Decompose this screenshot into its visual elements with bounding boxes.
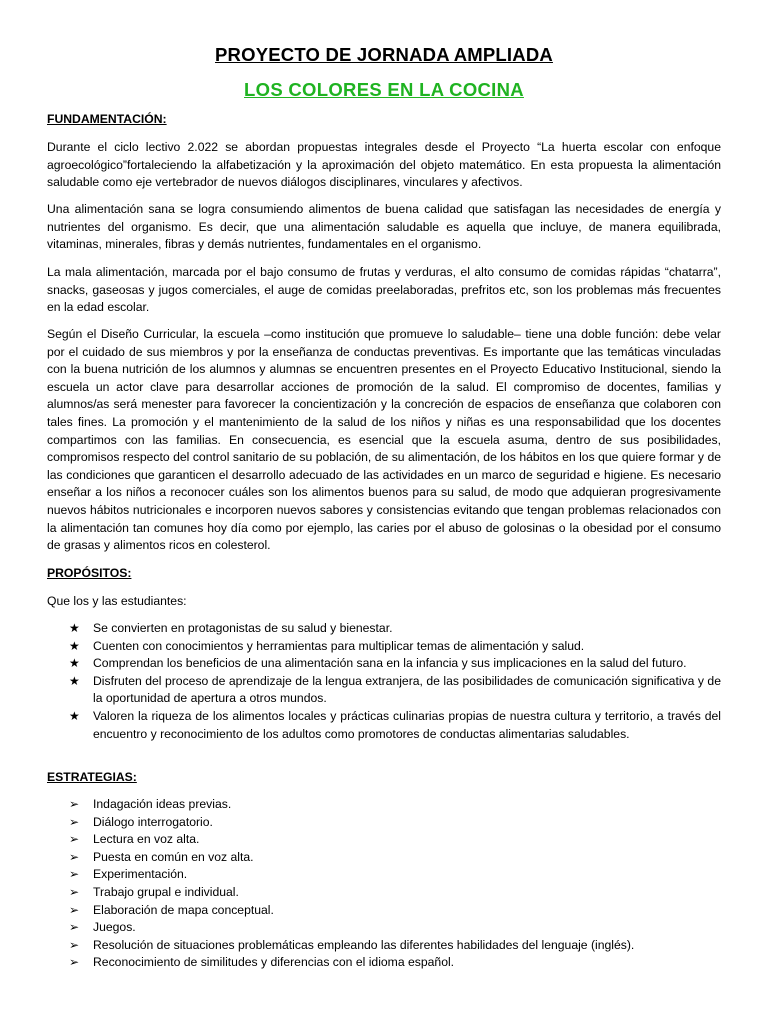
arrow-bullet-icon: ➢ — [69, 920, 80, 935]
list-item: ➢ Experimentación. — [47, 866, 721, 884]
list-item: ★ Comprendan los beneficios de una alimentación sana en la infancia y sus implicaciones en la salud del futuro. — [47, 655, 721, 673]
estrategias-heading: ESTRATEGIAS: — [47, 770, 137, 784]
arrow-bullet-icon: ➢ — [69, 832, 80, 847]
list-item: ➢ Resolución de situaciones problemáticas empleando las diferentes habilidades del lenguaje (inglés). — [47, 937, 721, 955]
arrow-bullet-icon: ➢ — [69, 814, 80, 829]
document-subtitle: LOS COLORES EN LA COCINA — [244, 79, 524, 100]
fundamentacion-heading: FUNDAMENTACIÓN: — [47, 112, 167, 126]
arrow-bullet-icon: ➢ — [69, 797, 80, 811]
list-item: ➢ Elaboración de mapa conceptual. — [47, 902, 721, 920]
list-item: ★ Cuenten con conocimientos y herramientas para multiplicar temas de alimentación y salud. — [47, 638, 721, 656]
list-item: ➢ Juegos. — [47, 919, 721, 937]
document-title: PROYECTO DE JORNADA AMPLIADA — [215, 44, 553, 65]
list-item: ★ Disfruten del proceso de aprendizaje de la lengua extranjera, de las posibilidades de comunicación significativa y de la oportunidad de apertura a otros mundos. — [69, 673, 721, 706]
arrow-bullet-icon: ➢ — [69, 902, 80, 917]
list-item: ➢ Reconocimiento de similitudes y diferencias con el idioma español. — [47, 954, 721, 972]
star-bullet-icon: ★ — [69, 656, 80, 671]
propositos-heading: PROPÓSITOS: — [47, 566, 132, 580]
estrategias-list — [47, 796, 721, 972]
fundamentacion-paragraph-1: Durante el ciclo lectivo 2.022 se abordan propuestas integrales desde el Proyecto “La huerta escolar con enfoque agroecológico”fortaleciendo la alfabetización y la aproximación del objeto matemático. En esta propuesta la alimentación saludable como eje vertebrador de nuevos diálogos disciplinares, vinculares y afectivos. — [47, 140, 721, 190]
list-item: ➢ Trabajo grupal e individual. — [47, 884, 721, 902]
fundamentacion-paragraph-4: Según el Diseño Curricular, la escuela –como institución que promueve lo saludable– tiene una doble función: debe velar por el cuidado de sus miembros y por la enseñanza de conductas preventivas. Es importante que las temáticas vinculadas con la buena nutrición de los alumnos y alumnas se encuentren presentes en el Proyecto Educativo Institucional, siendo la escuela un actor clave para desarrollar acciones de promoción de la salud. El compromiso de docentes, familias y alumnos/as será menester para favorecer la concientización y la concreción de espacios de enseñanza que colaboren con tales fines. La promoción y el mantenimiento de la salud de los niños y niñas es una responsabilidad que los docentes compartimos con las familias. En consecuencia, es esencial que la escuela asuma, dentro de sus posibilidades, compromisos respecto del control sanitario de su población, de su alimentación, de los hábitos en los que quiere formar y de las condiciones que garanticen el desarrollo adecuado de las actividades en un marco de seguridad e higiene. Es necesario enseñar a los niños a reconocer cuáles son los alimentos buenos para su salud, de modo que adquieran progresivamente nuevos hábitos nutricionales e incorporen nuevos sabores y consistencias evitando que tengan problemas relacionados con la alimentación tan comunes hoy día como por ejemplo, las caries por el abuso de golosinas o la obesidad por el consumo de grasas y alimentos ricos en colesterol. — [47, 327, 721, 553]
arrow-bullet-icon: ➢ — [69, 937, 80, 952]
propositos-intro: Que los y las estudiantes: — [47, 594, 187, 608]
star-bullet-icon: ★ — [69, 673, 80, 688]
fundamentacion-paragraph-2: Una alimentación sana se logra consumiendo alimentos de buena calidad que satisfagan las necesidades de energía y nutrientes del organismo. Es decir, que una alimentación saludable es aquella que incluye, de manera equilibrada, vitaminas, minerales, fibras y demás nutrientes, fundamentales en el organismo. — [47, 202, 721, 252]
star-bullet-icon: ★ — [69, 638, 80, 653]
arrow-bullet-icon: ➢ — [69, 849, 80, 864]
star-bullet-icon: ★ — [69, 621, 80, 635]
star-bullet-icon: ★ — [69, 708, 80, 723]
list-item: ➢ Puesta en común en voz alta. — [47, 849, 721, 867]
list-item: ★ Valoren la riqueza de los alimentos locales y prácticas culinarias propias de nuestra cultura y territorio, a través del encuentro y reconocimiento de los adultos como promotores de conductas alimentarias saludables. — [69, 708, 721, 741]
list-item: ★ Se convierten en protagonistas de su salud y bienestar. — [47, 620, 721, 638]
list-item: ➢ Lectura en voz alta. — [47, 831, 721, 849]
arrow-bullet-icon: ➢ — [69, 867, 80, 882]
arrow-bullet-icon: ➢ — [69, 955, 80, 970]
list-item: ➢ Indagación ideas previas. — [47, 796, 721, 814]
arrow-bullet-icon: ➢ — [69, 884, 80, 899]
propositos-list — [47, 620, 721, 743]
fundamentacion-paragraph-3: La mala alimentación, marcada por el bajo consumo de frutas y verduras, el alto consumo de comidas rápidas “chatarra”, snacks, gaseosas y jugos comerciales, el auge de comidas preelaboradas, prefritos etc, son los problemas más frecuentes en la edad escolar. — [47, 265, 721, 315]
list-item: ➢ Diálogo interrogatorio. — [47, 814, 721, 832]
